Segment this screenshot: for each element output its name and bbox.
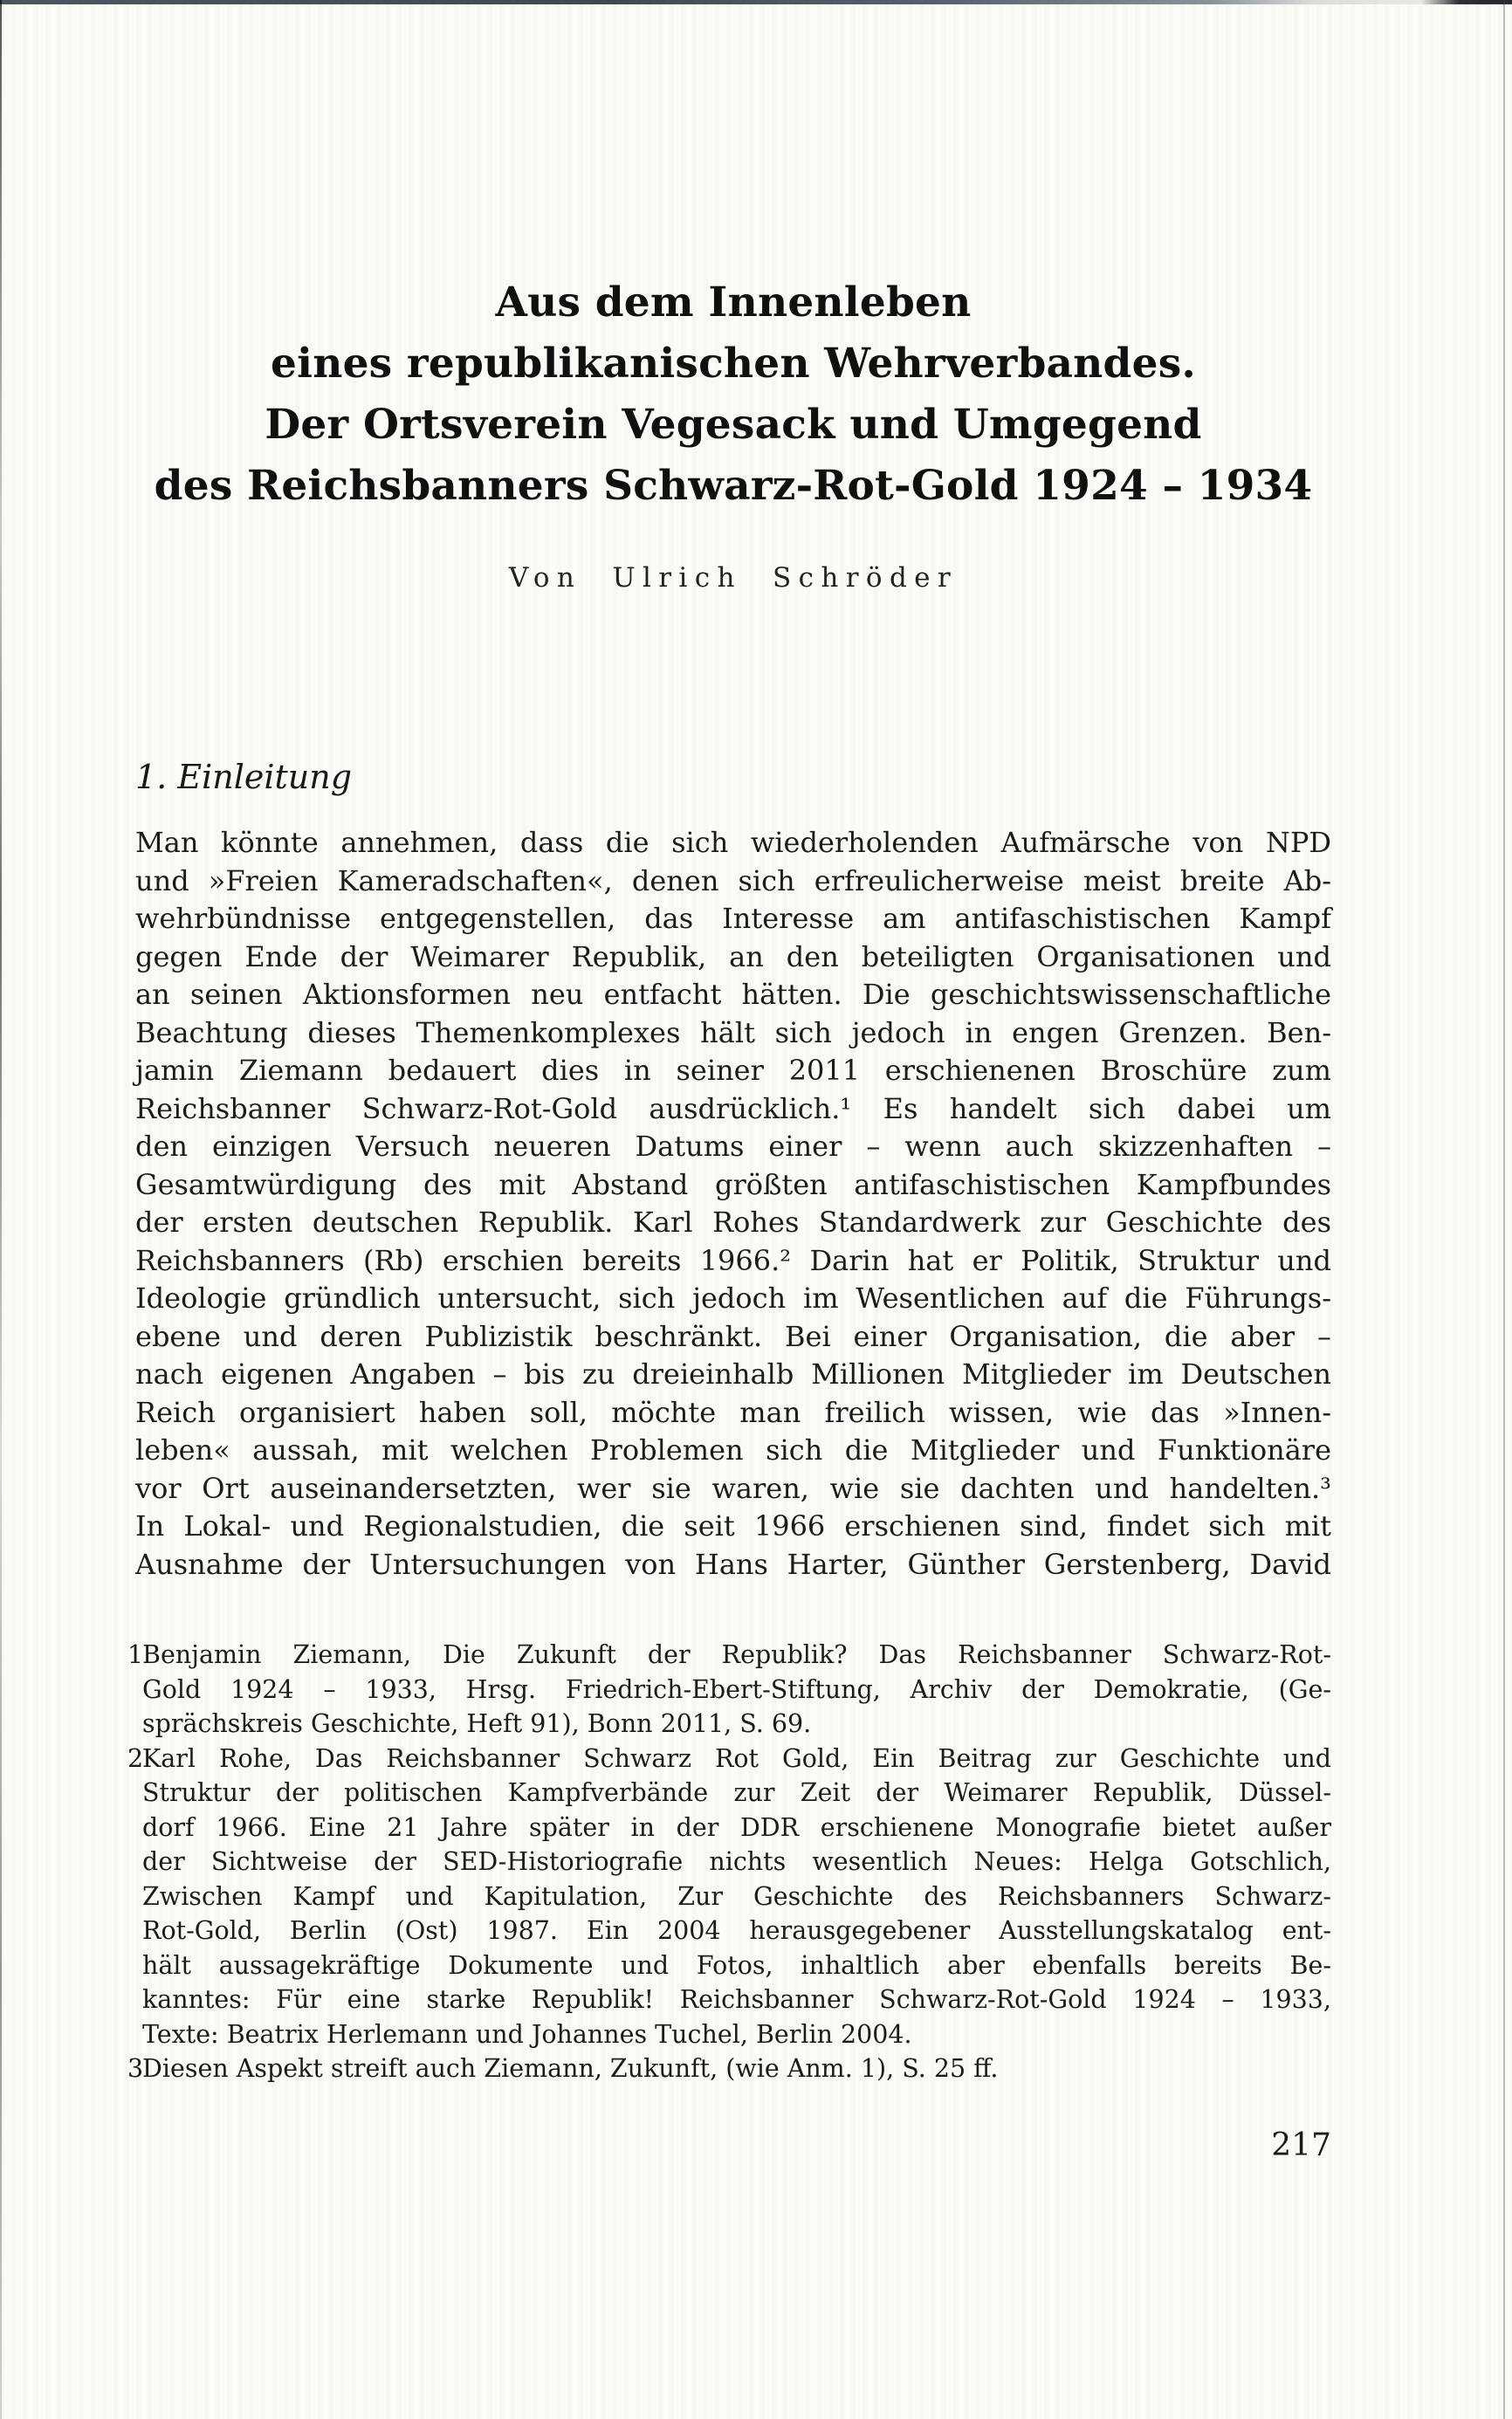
footnote [127, 2051, 1331, 2086]
text-line: den einzigen Versuch neueren Datums einer – wenn auch skizzenhaften – [135, 1130, 1331, 1163]
scan-edge-right [1503, 0, 1505, 2419]
text-line: Aus dem Innenleben [495, 278, 972, 326]
body-paragraph [135, 824, 1331, 1584]
text-line: wehrbündnisse entgegenstellen, das Interesse am antifaschistischen Kampf [135, 902, 1331, 935]
footnote-line: kanntes: Für eine starke Republik! Reichsbanner Schwarz-Rot-Gold 1924 – 1933, [142, 1985, 1331, 2014]
footnote [127, 1742, 1331, 2052]
text-line: Der Ortsverein Vegesack und Umgegend [265, 401, 1202, 449]
footnote-number: 1 [127, 1640, 144, 1669]
footnote-line: sprächskreis Geschichte, Heft 91), Bonn 2011, S. 69. [142, 1709, 812, 1738]
text-line: eines republikanischen Wehrverbandes. [271, 340, 1196, 388]
footnote-line: Zwischen Kampf und Kapitulation, Zur Geschichte des Reichsbanners Schwarz- [142, 1881, 1331, 1911]
section-heading: 1. Einleitung [135, 758, 353, 796]
text-line: Ausnahme der Untersuchungen von Hans Harter, Günther Gerstenberg, David [135, 1547, 1331, 1581]
text-line: jamin Ziemann bedauert dies in seiner 2011 erschienenen Broschüre zum [135, 1054, 1331, 1087]
article-byline: Von Ulrich Schröder [508, 562, 959, 594]
footnote-line: Karl Rohe, Das Reichsbanner Schwarz Rot Gold, Ein Beitrag zur Geschichte und [142, 1743, 1331, 1773]
text-line: Beachtung dieses Themenkomplexes hält sich jedoch in engen Grenzen. Ben- [135, 1015, 1331, 1049]
article-title [135, 272, 1331, 517]
text-line: nach eigenen Angaben – bis zu dreieinhalb Millionen Mitglieder im Deutschen [135, 1357, 1331, 1391]
text-line: Man könnte annehmen, dass die sich wiederholenden Aufmärsche von NPD [135, 826, 1331, 859]
text-line: ebene und deren Publizistik beschränkt. Bei einer Organisation, die aber – [135, 1319, 1331, 1353]
text-line: leben« aussah, mit welchen Problemen sich die Mitglieder und Funktionäre [135, 1433, 1331, 1467]
footnote-line: Diesen Aspekt streift auch Ziemann, Zukunft, (wie Anm. 1), S. 25 ff. [142, 2054, 999, 2083]
text-line: Reich organisiert haben soll, möchte man freilich wissen, wie das »Innen- [135, 1395, 1331, 1429]
footnote-line: dorf 1966. Eine 21 Jahre später in der DDR erschienene Monografie bietet außer [142, 1812, 1331, 1842]
footnote-number: 2 [127, 1743, 144, 1773]
text-line: der ersten deutschen Republik. Karl Rohes Standardwerk zur Geschichte des [135, 1206, 1331, 1239]
scan-edge-top [0, 0, 1512, 4]
text-line: und »Freien Kameradschaften«, denen sich erfreulicherweise meist breite Ab- [135, 863, 1331, 897]
footnote-line: Benjamin Ziemann, Die Zukunft der Republik? Das Reichsbanner Schwarz-Rot- [142, 1640, 1331, 1669]
footnote-line: der Sichtweise der SED-Historiografie nichts wesentlich Neues: Helga Gotschlich, [142, 1847, 1331, 1876]
text-line: Reichsbanner Schwarz-Rot-Gold ausdrücklich.¹ Es handelt sich dabei um [135, 1091, 1331, 1125]
footnote-line: hält aussagekräftige Dokumente und Fotos, inhaltlich aber ebenfalls bereits Be- [142, 1950, 1331, 1980]
text-line: In Lokal- und Regionalstudien, die seit 1966 erschienen sind, findet sich mit [135, 1509, 1331, 1543]
text-line: des Reichsbanners Schwarz-Rot-Gold 1924 – 1934 [154, 462, 1313, 510]
footnote-line: Rot-Gold, Berlin (Ost) 1987. Ein 2004 herausgegebener Ausstellungskatalog ent- [142, 1916, 1331, 1945]
page-number: 217 [1271, 2127, 1331, 2163]
text-line: Ideologie gründlich untersucht, sich jedoch im Wesentlichen auf die Führungs- [135, 1282, 1331, 1315]
scan-edge-left [0, 0, 2, 2419]
footnote [127, 1638, 1331, 1742]
text-line: an seinen Aktionsformen neu entfacht hätten. Die geschichtswissenschaftliche [135, 978, 1331, 1011]
footnotes-block [127, 1638, 1331, 2086]
footnote-line: Struktur der politischen Kampfverbände zur Zeit der Weimarer Republik, Düssel- [142, 1778, 1331, 1807]
text-line: Reichsbanners (Rb) erschien bereits 1966.² Darin hat er Politik, Struktur und [135, 1243, 1331, 1277]
text-line: vor Ort auseinandersetzten, wer sie waren, wie sie dachten und handelten.³ [135, 1471, 1331, 1505]
footnote-line: Texte: Beatrix Herlemann und Johannes Tuchel, Berlin 2004. [142, 2019, 912, 2049]
footnote-number: 3 [127, 2054, 144, 2083]
text-line: Gesamtwürdigung des mit Abstand größten antifaschistischen Kampfbundes [135, 1167, 1331, 1201]
text-line: gegen Ende der Weimarer Republik, an den beteiligten Organisationen und [135, 939, 1331, 973]
footnote-line: Gold 1924 – 1933, Hrsg. Friedrich-Ebert-Stiftung, Archiv der Demokratie, (Ge- [142, 1674, 1331, 1704]
